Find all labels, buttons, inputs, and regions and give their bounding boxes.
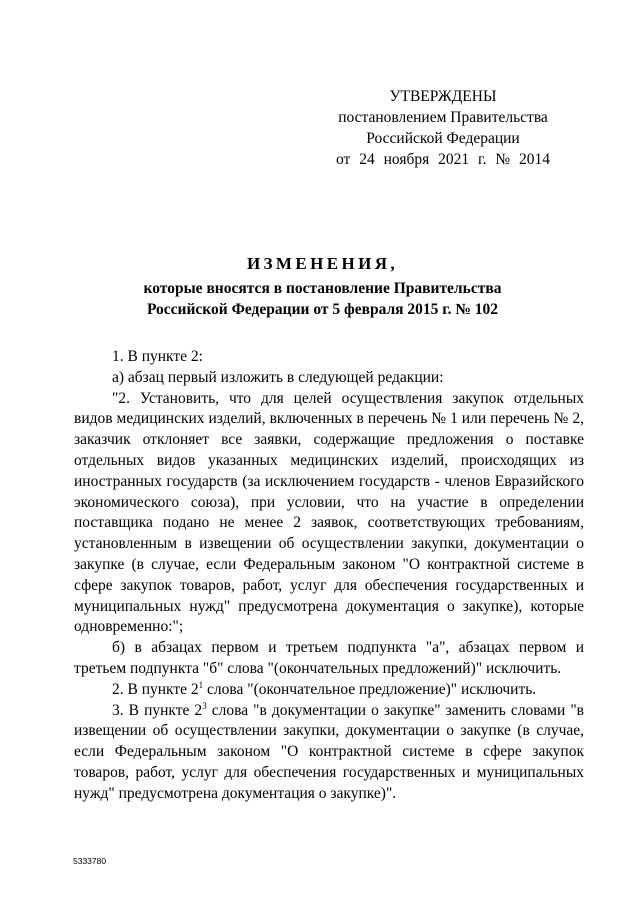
document-heading: [60, 250, 585, 320]
approval-title: УТВЕРЖДЕНЫ: [389, 88, 497, 105]
approval-line: Российской Федерации: [366, 130, 520, 147]
heading-title: ИЗМЕНЕНИЯ,: [246, 254, 399, 273]
paragraph: 1. В пункте 2:: [112, 348, 203, 365]
paragraph: "2. Установить, что для целей осуществления закупок отдельных видов медицинских изделий, включенных в перечень № 1 или перечень № 2, заказчик отклоняет все заявки, содержащие предложения о поставке отдельных видов указанных медицинских изделий, происходящих из иностранных государств (за исключением государств - членов Евразийского экономического союза), при условии, что на участие в определении поставщика подано не менее 2 заявок, соответствующих требованиям, установленным в извещении об осуществлении закупки, документации о закупке (в случае, если Федеральным законом "О контрактной системе в сфере закупок товаров, работ, услуг для обеспечения государственных и муниципальных нужд" предусмотрена документация о закупке), которые одновременно:";: [74, 389, 584, 636]
document-body: [74, 347, 584, 805]
approval-line: постановлением Правительства: [338, 109, 548, 126]
paragraph: [74, 680, 584, 701]
paragraph-text: 2. В пункте 2: [112, 680, 199, 698]
superscript: 1: [198, 679, 204, 690]
approval-block: [336, 86, 550, 170]
paragraph-text: 3. В пункте 2: [112, 701, 203, 719]
superscript: 3: [202, 700, 207, 711]
paragraph-text: слова "в документации о закупке" заменить словами "в извещении об осуществлении закупки, документации о закупке (в случае, если Федеральным законом "О контрактной системе в сфере закупок товаров, работ, услуг для обеспечения государственных и муниципальных нужд" предусмотрена документация о закупке)".: [74, 701, 584, 802]
heading-subtitle-line: Российской Федерации от 5 февраля 2015 г. № 102: [146, 301, 499, 318]
paragraph: [74, 701, 584, 805]
heading-subtitle-line: которые вносятся в постановление Правительства: [143, 280, 502, 297]
paragraph: а) абзац первый изложить в следующей редакции:: [112, 368, 444, 386]
approval-date-number: от 24 ноября 2021 г. № 2014: [336, 151, 550, 168]
document-code: 5333780: [73, 856, 107, 866]
paragraph: б) в абзацах первом и третьем подпункта "а", абзацах первом и третьем подпункта "б" слова "(окончательных предложений)" исключить.: [74, 639, 584, 677]
paragraph-text: слова "(окончательное предложение)" исключить.: [203, 680, 537, 698]
